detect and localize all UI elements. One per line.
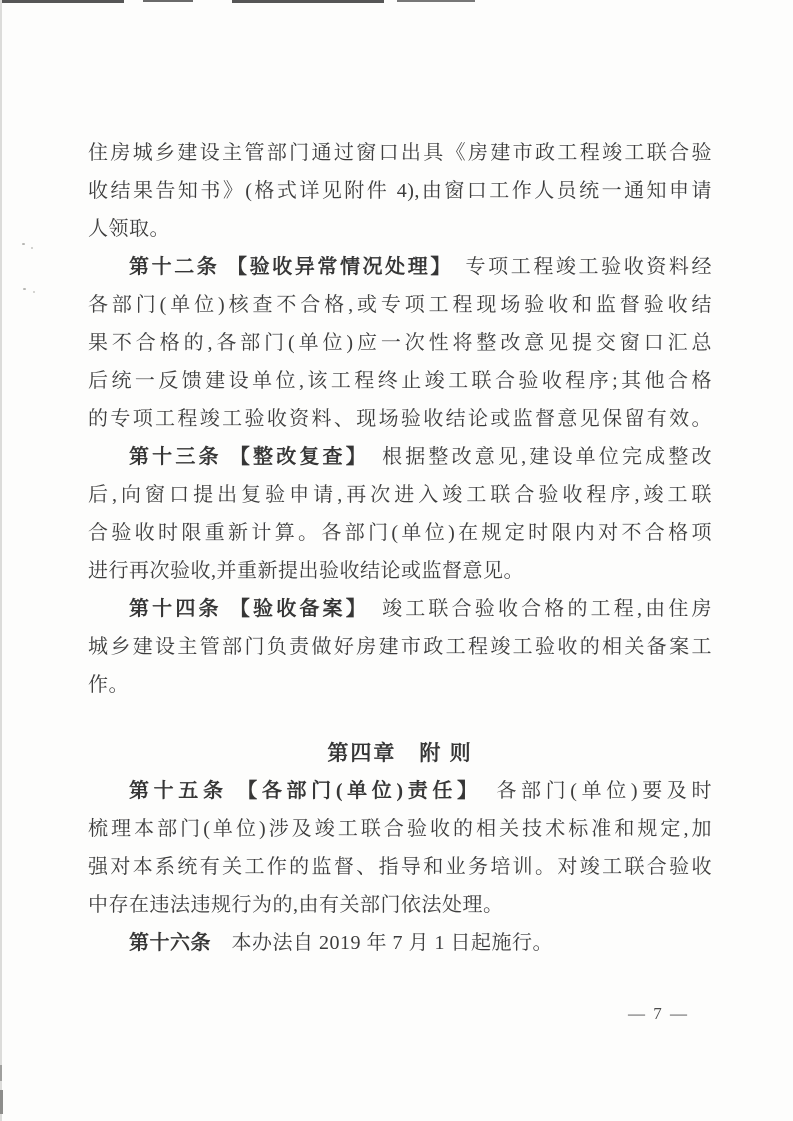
body-text: 城乡建设主管部门负责做好房建市政工程竣工验收的相关备案工 bbox=[88, 636, 712, 658]
text-line bbox=[88, 438, 712, 476]
text-line bbox=[88, 172, 712, 210]
text-line bbox=[88, 552, 712, 590]
chapter-heading bbox=[88, 734, 712, 772]
text-line bbox=[88, 772, 712, 810]
scan-speckle-3 bbox=[23, 288, 26, 290]
scan-speckle-4 bbox=[33, 291, 35, 293]
body-text: 本办法自 2019 年 7 月 1 日起施行。 bbox=[211, 932, 553, 954]
text-line bbox=[88, 134, 712, 172]
body-text: 进行再次验收,并重新提出验收结论或监督意见。 bbox=[88, 560, 524, 582]
text-line bbox=[88, 248, 712, 286]
body-text: 后,向窗口提出复验申请,再次进入竣工联合验收程序,竣工联 bbox=[88, 484, 712, 506]
bold-article-label: 第十四条 【验收备案】 bbox=[129, 598, 359, 620]
body-text: 住房城乡建设主管部门通过窗口出具《房建市政工程竣工联合验 bbox=[88, 142, 712, 164]
scan-speckle-1 bbox=[22, 243, 25, 245]
document-body bbox=[88, 134, 712, 962]
bold-article-label: 第十二条 【验收异常情况处理】 bbox=[129, 256, 443, 278]
text-line bbox=[88, 886, 712, 924]
body-text: 收结果告知书》(格式详见附件 4),由窗口工作人员统一通知申请 bbox=[88, 180, 712, 202]
text-line bbox=[88, 924, 712, 962]
text-line bbox=[88, 666, 712, 704]
body-text: 梳理本部门(单位)涉及竣工联合验收的相关技术标准和规定,加 bbox=[88, 818, 712, 840]
body-text: 竣工联合验收合格的工程,由住房 bbox=[358, 598, 712, 620]
body-text: 合验收时限重新计算。各部门(单位)在规定时限内对不合格项 bbox=[88, 522, 712, 544]
bold-article-label: 第四章 附 则 bbox=[327, 741, 473, 765]
body-text: 中存在违法违规行为的,由有关部门依法处理。 bbox=[88, 894, 504, 916]
body-text: 专项工程竣工验收资料经 bbox=[442, 256, 712, 278]
body-text: 各部门(单位)要及时 bbox=[471, 780, 712, 802]
text-line bbox=[88, 810, 712, 848]
scan-artifact-left-mark-1 bbox=[0, 1065, 2, 1081]
body-text: 的专项工程竣工验收资料、现场验收结论或监督意见保留有效。 bbox=[88, 408, 712, 430]
page-number: — 7 — bbox=[628, 1004, 689, 1023]
scan-artifact-left-mark-2 bbox=[0, 1090, 3, 1114]
text-line bbox=[88, 628, 712, 666]
body-text: 果不合格的,各部门(单位)应一次性将整改意见提交窗口汇总 bbox=[88, 332, 712, 354]
text-line bbox=[88, 848, 712, 886]
bold-article-label: 第十五条 【各部门(单位)责任】 bbox=[129, 780, 472, 802]
text-line bbox=[88, 514, 712, 552]
scan-artifact-top-2 bbox=[143, 0, 193, 2]
scan-speckle-2 bbox=[31, 247, 33, 249]
bold-article-label: 第十三条 【整改复查】 bbox=[129, 446, 359, 468]
body-text: 各部门(单位)核查不合格,或专项工程现场验收和监督验收结 bbox=[88, 294, 712, 316]
scan-artifact-left-edge bbox=[0, 0, 2, 1121]
paragraph-gap bbox=[88, 704, 712, 734]
text-line bbox=[88, 210, 712, 248]
text-line bbox=[88, 324, 712, 362]
body-text: 人领取。 bbox=[88, 218, 170, 240]
body-text: 作。 bbox=[88, 674, 129, 696]
text-line bbox=[88, 590, 712, 628]
body-text: 根据整改意见,建设单位完成整改 bbox=[358, 446, 712, 468]
scan-artifact-top-4 bbox=[397, 0, 475, 2]
text-line bbox=[88, 362, 712, 400]
body-text: 强对本系统有关工作的监督、指导和业务培训。对竣工联合验收 bbox=[88, 856, 712, 878]
scan-artifact-top-3 bbox=[232, 0, 384, 3]
text-line bbox=[88, 400, 712, 438]
text-line bbox=[88, 286, 712, 324]
scan-artifact-top-1 bbox=[2, 0, 124, 3]
text-line bbox=[88, 476, 712, 514]
bold-article-label: 第十六条 bbox=[129, 932, 211, 954]
body-text: 后统一反馈建设单位,该工程终止竣工联合验收程序;其他合格 bbox=[88, 370, 712, 392]
